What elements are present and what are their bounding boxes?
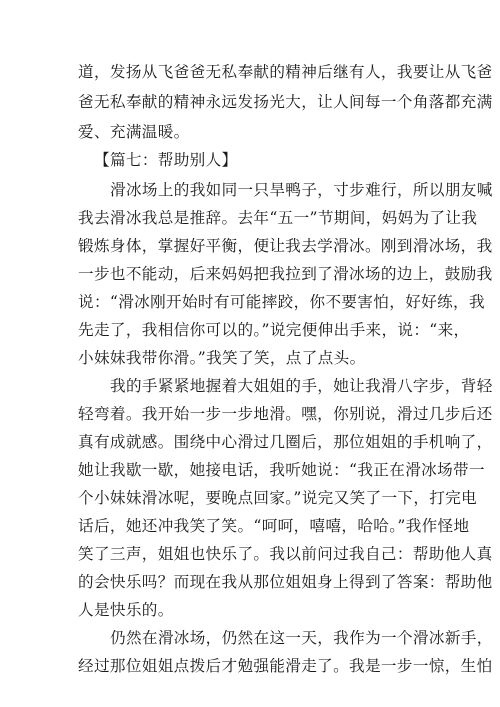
- text-line: 说：“滑冰刚开始时有可能摔跤，你不要害怕，好好练，我: [78, 293, 485, 311]
- section-heading: 【篇七：帮助别人】: [94, 151, 238, 169]
- text-line: 人是快乐的。: [78, 601, 174, 619]
- text-line: 一步也不能动，后来妈妈把我拉到了滑冰场的边上，鼓励我: [78, 265, 493, 283]
- text-line: 轻弯着。我开始一步一步地滑。嘿，你别说，滑过几步后还: [78, 405, 493, 423]
- text-line: 小妹妹我带你滑。”我笑了笑，点了点头。: [78, 349, 366, 367]
- text-line: 先走了，我相信你可以的。”说完便伸出手来，说：“来，: [78, 321, 470, 339]
- text-line: 仍然在滑冰场，仍然在这一天，我作为一个滑冰新手，: [110, 629, 493, 647]
- text-line: 话后，她还冲我笑了笑。“呵呵，嘻嘻，哈哈。”我作怪地: [78, 517, 470, 535]
- text-line: 个小妹妹滑冰呢，要晚点回家。”说完又笑了一下，打完电: [78, 489, 478, 507]
- text-line: 爸无私奉献的精神永远发扬光大，让人间每一个角落都充满: [78, 93, 493, 111]
- text-line: 笑了三声，姐姐也快乐了。我以前问过我自己：帮助他人真: [78, 545, 493, 563]
- text-line: 她让我歇一歇，她接电话，我听她说：“我正在滑冰场带一: [78, 461, 485, 479]
- text-line: 滑冰场上的我如同一只旱鸭子，寸步难行，所以朋友喊: [110, 181, 493, 199]
- text-line: 我去滑冰我总是推辞。去年“五一”节期间，妈妈为了让我: [78, 209, 478, 227]
- text-line: 我的手紧紧地握着大姐姐的手，她让我滑八字步，背轻: [110, 377, 493, 395]
- text-line: 道，发扬从飞爸爸无私奉献的精神后继有人，我要让从飞爸: [78, 63, 493, 81]
- text-line: 真有成就感。围绕中心滑过几圈后，那位姐姐的手机响了，: [78, 433, 493, 451]
- text-line: 的会快乐吗？而现在我从那位姐姐身上得到了答案：帮助他: [78, 573, 493, 591]
- text-line: 锻炼身体，掌握好平衡，便让我去学滑冰。刚到滑冰场，我: [78, 237, 493, 255]
- text-line: 爱、充满温暖。: [78, 123, 190, 141]
- text-line: 经过那位姐姐点拨后才勉强能滑走了。我是一步一惊，生怕: [78, 657, 493, 675]
